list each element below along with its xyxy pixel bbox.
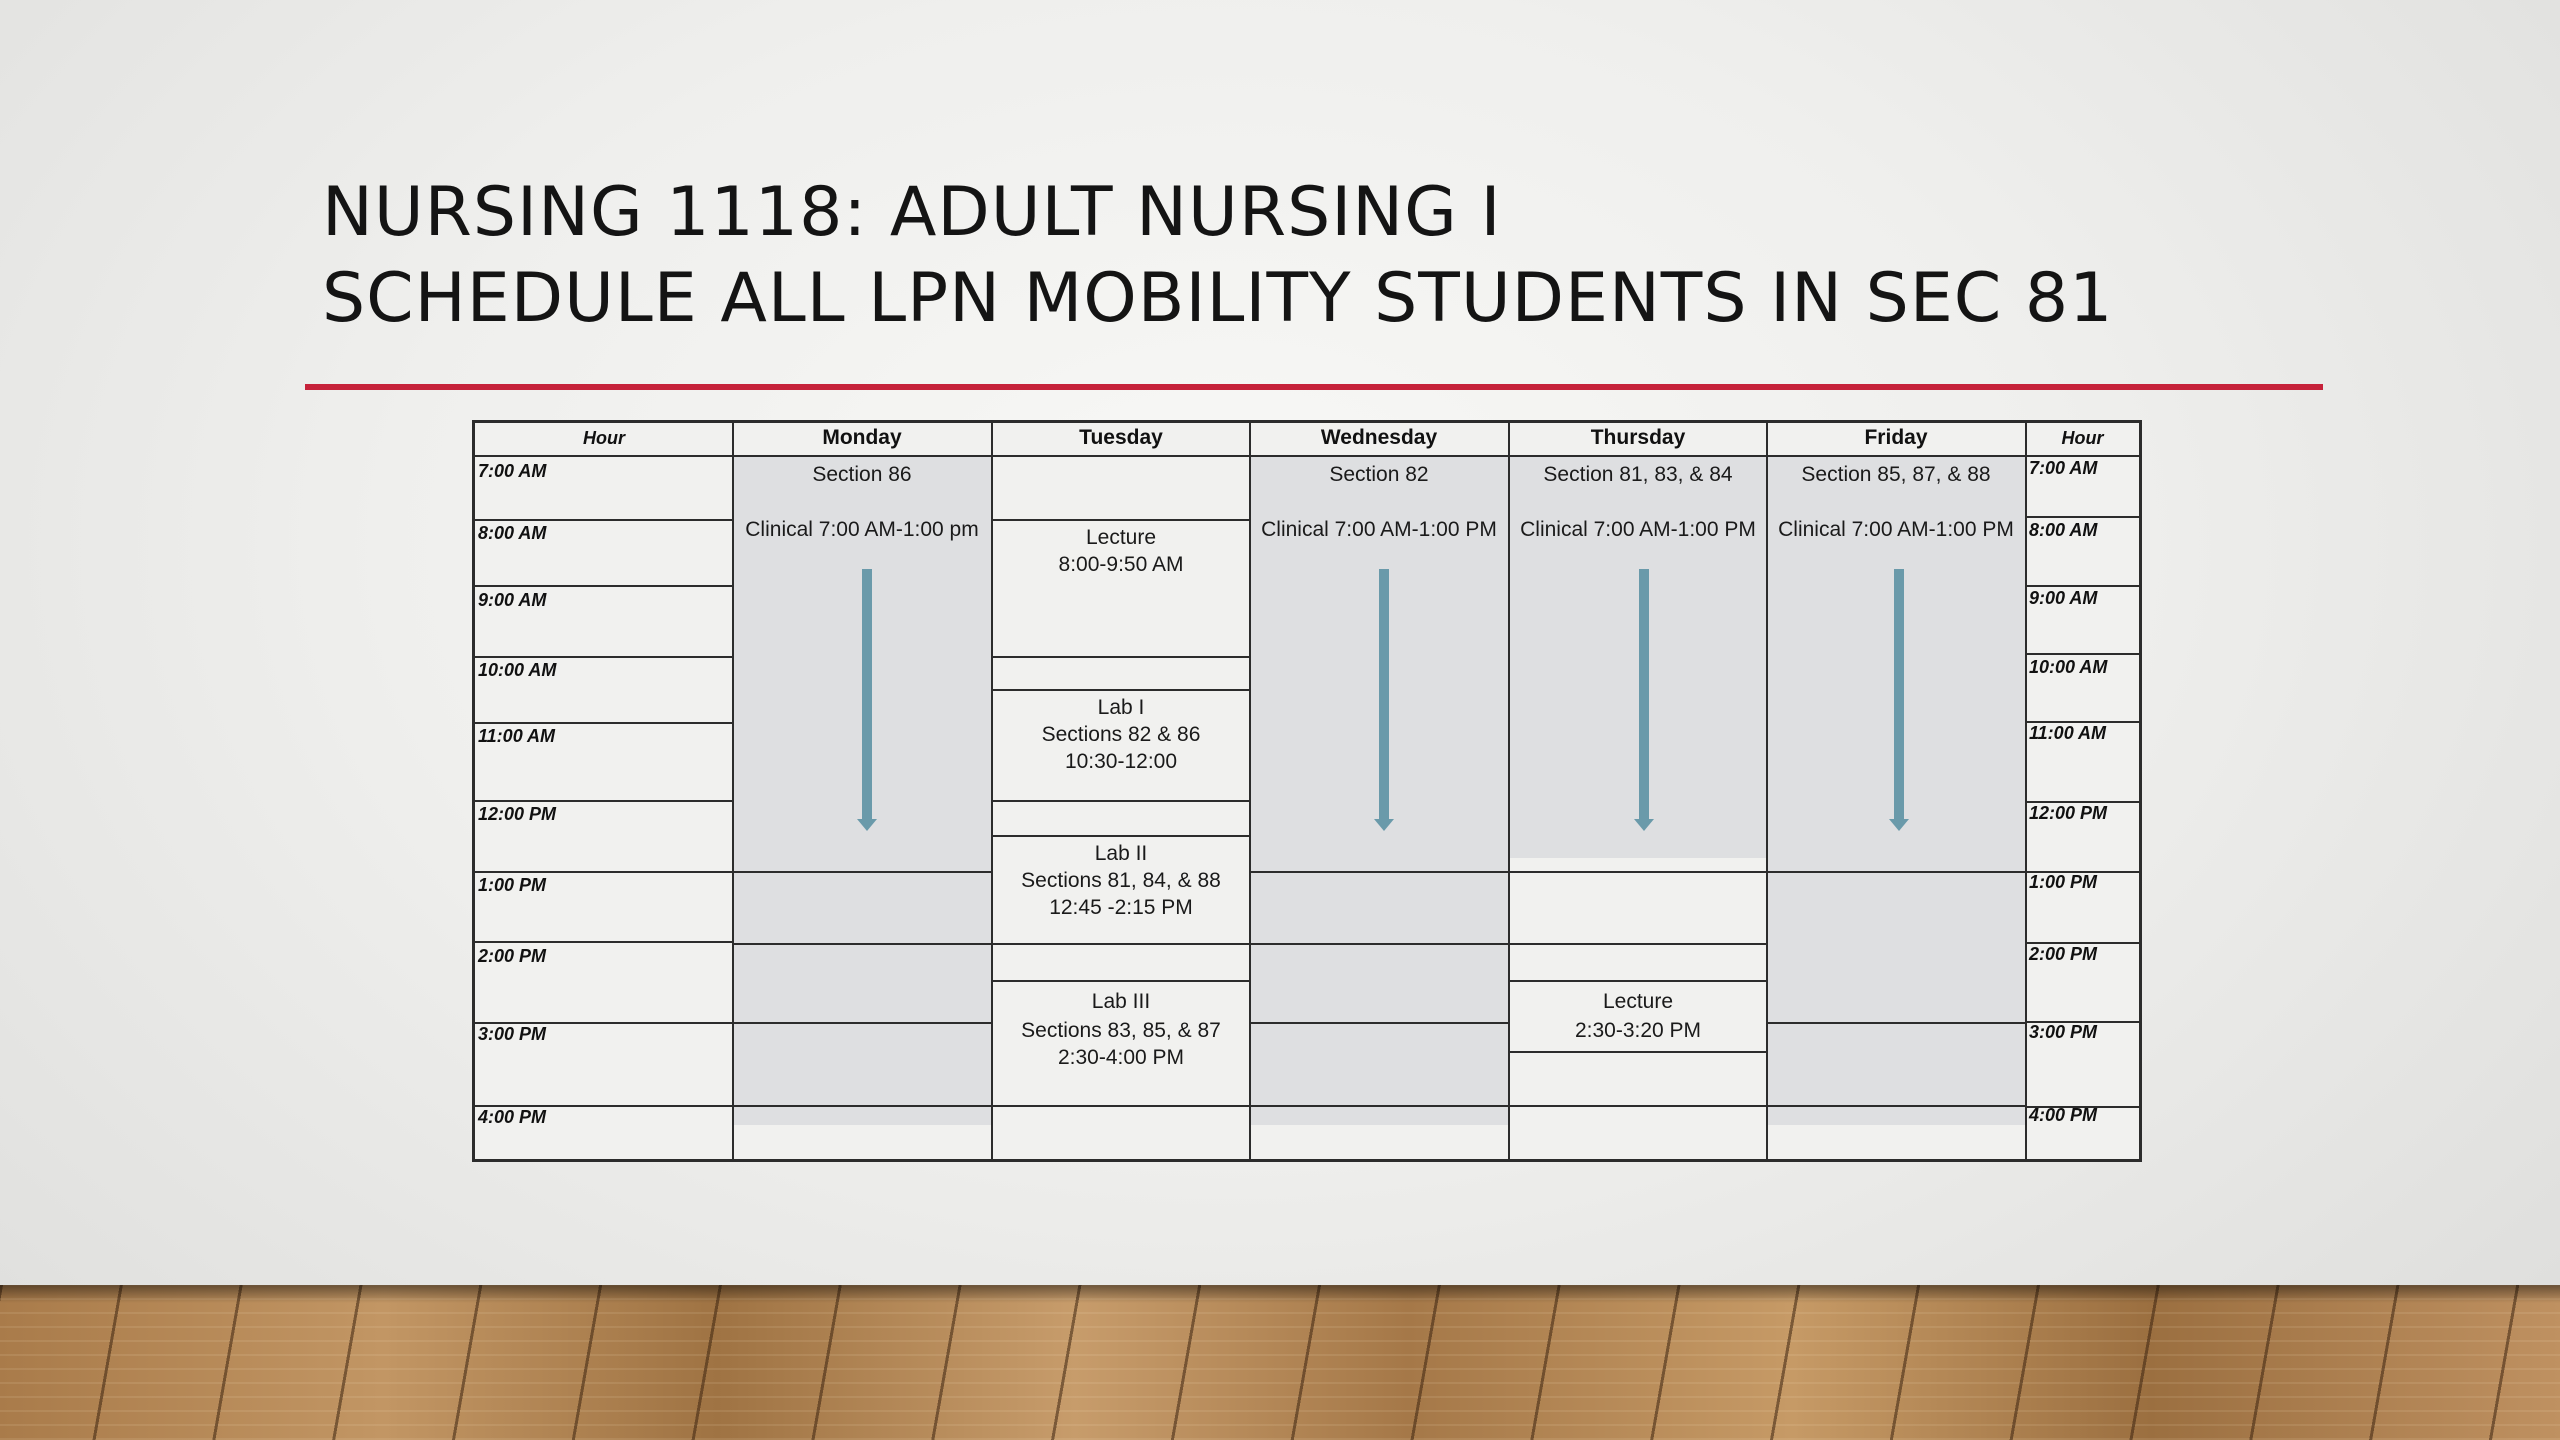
title-line-2: SCHEDULE ALL LPN MOBILITY STUDENTS IN SEC 81 xyxy=(322,259,2114,338)
arrow-down-icon xyxy=(1639,569,1649,821)
row-divider xyxy=(992,800,1250,802)
title-underline xyxy=(305,384,2323,390)
time-label: 7:00 AM xyxy=(478,461,547,481)
lab1-title: Lab I xyxy=(1097,696,1145,719)
title-line-1: NURSING 1118: ADULT NURSING I xyxy=(322,173,1502,252)
time-label: 2:00 PM xyxy=(2029,944,2098,964)
time-label: 8:00 AM xyxy=(2029,520,2098,540)
tuesday-lecture-time: 8:00-9:50 AM xyxy=(1058,553,1184,576)
lab2-title: Lab II xyxy=(1094,842,1148,865)
lab2-time: 12:45 -2:15 PM xyxy=(1049,896,1193,919)
time-label: 1:00 PM xyxy=(2029,872,2098,892)
thursday-lecture-time: 2:30-3:20 PM xyxy=(1574,1019,1702,1042)
time-label: 8:00 AM xyxy=(478,523,547,543)
header-hour-right: Hour xyxy=(2061,428,2104,448)
thursday-section: Section 81, 83, & 84 xyxy=(1543,463,1733,486)
header-friday: Friday xyxy=(1864,426,1928,449)
time-label: 3:00 PM xyxy=(2029,1022,2098,1042)
row-divider xyxy=(1767,1105,2025,1107)
row-divider xyxy=(733,871,991,873)
lab3-title: Lab III xyxy=(1091,990,1151,1013)
slide-title xyxy=(322,170,2113,342)
time-label: 9:00 AM xyxy=(478,590,547,610)
time-label: 4:00 PM xyxy=(478,1107,547,1127)
row-divider xyxy=(733,1105,991,1107)
row-divider xyxy=(992,835,1250,837)
row-divider xyxy=(992,943,1250,945)
time-label: 1:00 PM xyxy=(478,875,547,895)
row-divider xyxy=(992,1105,1250,1107)
schedule-table xyxy=(472,420,2142,1162)
lab1-time: 10:30-12:00 xyxy=(1064,750,1178,773)
thursday-lecture-title: Lecture xyxy=(1602,990,1674,1013)
header-monday: Monday xyxy=(822,426,902,449)
arrow-down-icon xyxy=(1889,819,1909,831)
row-divider xyxy=(733,943,991,945)
row-divider xyxy=(1767,871,2025,873)
time-label: 11:00 AM xyxy=(2029,723,2107,743)
row-divider xyxy=(992,519,1250,521)
row-divider xyxy=(992,689,1250,691)
time-label: 9:00 AM xyxy=(2029,588,2098,608)
header-hour-left: Hour xyxy=(583,428,625,448)
row-divider xyxy=(992,656,1250,658)
time-label: 7:00 AM xyxy=(2029,458,2098,478)
floor-shadow xyxy=(0,1285,2560,1303)
wednesday-section: Section 82 xyxy=(1329,463,1429,486)
header-divider xyxy=(475,455,2139,457)
row-divider xyxy=(1250,871,1508,873)
arrow-down-icon xyxy=(862,569,872,821)
row-divider xyxy=(1509,871,1767,873)
arrow-down-icon xyxy=(1894,569,1904,821)
wednesday-clinical: Clinical 7:00 AM-1:00 PM xyxy=(1261,518,1497,541)
monday-section: Section 86 xyxy=(812,463,912,486)
row-divider xyxy=(733,1022,991,1024)
row-divider xyxy=(1509,1051,1767,1053)
lab3-sections: Sections 83, 85, & 87 xyxy=(1021,1019,1221,1042)
friday-clinical: Clinical 7:00 AM-1:00 PM xyxy=(1778,518,2014,541)
arrow-down-icon xyxy=(1634,819,1654,831)
row-divider xyxy=(1767,1022,2025,1024)
time-label: 10:00 AM xyxy=(478,660,557,680)
tuesday-lecture-title: Lecture xyxy=(1085,526,1157,549)
row-divider xyxy=(992,980,1250,982)
arrow-down-icon xyxy=(1374,819,1394,831)
header-wednesday: Wednesday xyxy=(1320,426,1438,449)
friday-section: Section 85, 87, & 88 xyxy=(1801,463,1991,486)
row-divider xyxy=(1250,1022,1508,1024)
time-label: 2:00 PM xyxy=(478,946,547,966)
row-divider xyxy=(1509,980,1767,982)
time-label: 3:00 PM xyxy=(478,1024,547,1044)
row-divider xyxy=(1250,1105,1508,1107)
header-thursday: Thursday xyxy=(1590,426,1686,449)
header-tuesday: Tuesday xyxy=(1079,426,1163,449)
wood-floor xyxy=(0,1285,2560,1440)
lab3-time: 2:30-4:00 PM xyxy=(1057,1046,1185,1069)
time-label: 12:00 PM xyxy=(478,804,557,824)
row-divider xyxy=(1509,1105,1767,1107)
thursday-clinical: Clinical 7:00 AM-1:00 PM xyxy=(1520,518,1756,541)
arrow-down-icon xyxy=(857,819,877,831)
monday-clinical: Clinical 7:00 AM-1:00 pm xyxy=(745,518,979,541)
row-divider xyxy=(1250,943,1508,945)
time-label: 10:00 AM xyxy=(2029,657,2108,677)
row-divider xyxy=(1509,943,1767,945)
time-label: 12:00 PM xyxy=(2029,803,2108,823)
lab2-sections: Sections 81, 84, & 88 xyxy=(1021,869,1221,892)
time-label: 11:00 AM xyxy=(478,726,556,746)
time-label: 4:00 PM xyxy=(2029,1105,2098,1125)
arrow-down-icon xyxy=(1379,569,1389,821)
lab1-sections: Sections 82 & 86 xyxy=(1041,723,1201,746)
